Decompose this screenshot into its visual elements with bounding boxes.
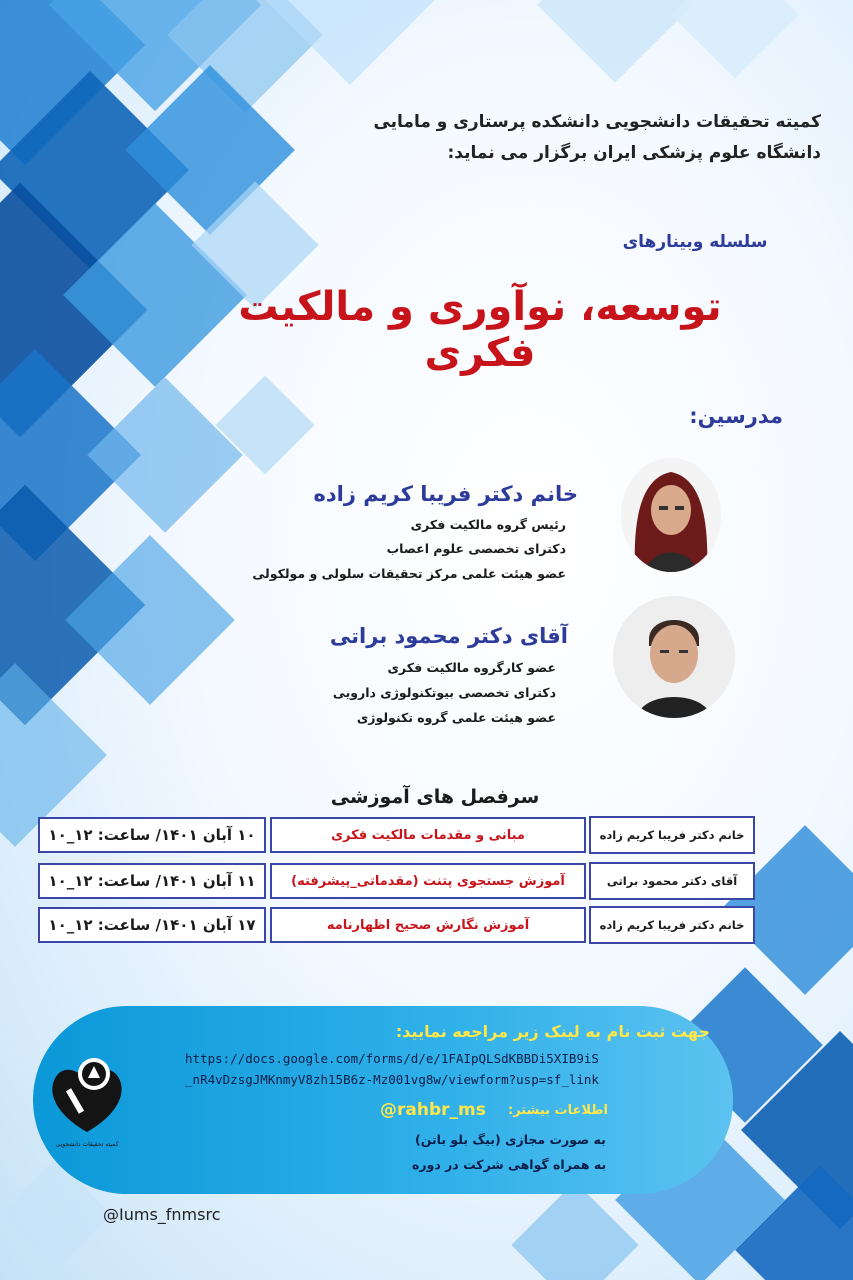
syllabus-row-3-teacher: خانم دکتر فریبا کریم زاده — [589, 906, 755, 944]
lecturer-1-role-3: عضو هیئت علمی مرکز تحقیقات سلولی و مولکولی — [252, 566, 566, 581]
syllabus-title: سرفصل های آموزشی — [330, 786, 540, 808]
syllabus-row-3-date: ۱۷ آبان ۱۴۰۱/ ساعت: ۱۲_۱۰ — [38, 907, 266, 943]
syllabus-row-1-date: ۱۰ آبان ۱۴۰۱/ ساعت: ۱۲_۱۰ — [38, 817, 266, 853]
registration-link-line-1[interactable]: https://docs.google.com/forms/d/e/1FAIpQLSdKBBDi5XIB9iS — [185, 1051, 599, 1066]
syllabus-row-1-teacher: خانم دکتر فریبا کریم زاده — [589, 816, 755, 854]
lecturer-1-name: خانم دکتر فریبا کریم زاده — [313, 482, 578, 506]
certificate-note: به همراه گواهی شرکت در دوره — [412, 1157, 607, 1172]
lecturers-label: مدرسین: — [689, 404, 783, 428]
lecturer-1-role-1: رئیس گروه مالکیت فکری — [410, 517, 566, 532]
header-line-1: کمیته تحقیقات دانشجویی دانشکده پرستاری و مامایی — [373, 112, 821, 132]
lecturer-2-role-2: دکترای تخصصی بیوتکنولوژی دارویی — [332, 685, 556, 700]
header-line-2: دانشگاه علوم پزشکی ایران برگزار می نماید: — [447, 143, 821, 163]
registration-link-line-2[interactable]: _nR4vDzsgJMKnmyV8zh15B6z-Mz001vg8w/viewform?usp=sf_link — [185, 1072, 599, 1087]
series-label: سلسله وبینارهای — [622, 232, 768, 252]
syllabus-row-2-topic: آموزش جستجوی پتنت (مقدماتی_پیشرفته) — [270, 863, 586, 899]
registration-link[interactable] — [140, 1048, 644, 1090]
syllabus-row-3-topic: آموزش نگارش صحیح اظهارنامه — [270, 907, 586, 943]
lecturer-2-role-1: عضو کارگروه مالکیت فکری — [387, 660, 556, 675]
syllabus-row-1-topic: مبانی و مقدمات مالکیت فکری — [270, 817, 586, 853]
footer-handle[interactable]: @Iums_fnmsrc — [103, 1205, 221, 1224]
lecturer-2-role-3: عضو هیئت علمی گروه تکنولوژی — [356, 710, 556, 725]
lecturer-2-name: آقای دکتر محمود براتی — [329, 624, 568, 648]
main-title: توسعه، نوآوری و مالکیت فکری — [238, 284, 722, 376]
more-info-label: اطلاعات بیشتر: — [508, 1103, 608, 1118]
registration-heading: جهت ثبت نام به لینک زیر مراجعه نمایید: — [395, 1022, 710, 1041]
committee-logo — [42, 1044, 132, 1152]
svg-text:کمیته تحقیقات دانشجویی: کمیته تحقیقات دانشجویی — [55, 1141, 119, 1148]
format-note: به صورت مجازی (بیگ بلو باتن) — [415, 1132, 606, 1147]
lecturer-2-photo — [613, 596, 735, 718]
more-info-handle[interactable]: @rahbr_ms — [380, 1100, 486, 1120]
lecturer-1-role-2: دکترای تخصصی علوم اعصاب — [386, 541, 566, 556]
syllabus-row-2-date: ۱۱ آبان ۱۴۰۱/ ساعت: ۱۲_۱۰ — [38, 863, 266, 899]
syllabus-row-2-teacher: آقای دکتر محمود براتی — [589, 862, 755, 900]
lecturer-1-photo — [621, 458, 721, 572]
